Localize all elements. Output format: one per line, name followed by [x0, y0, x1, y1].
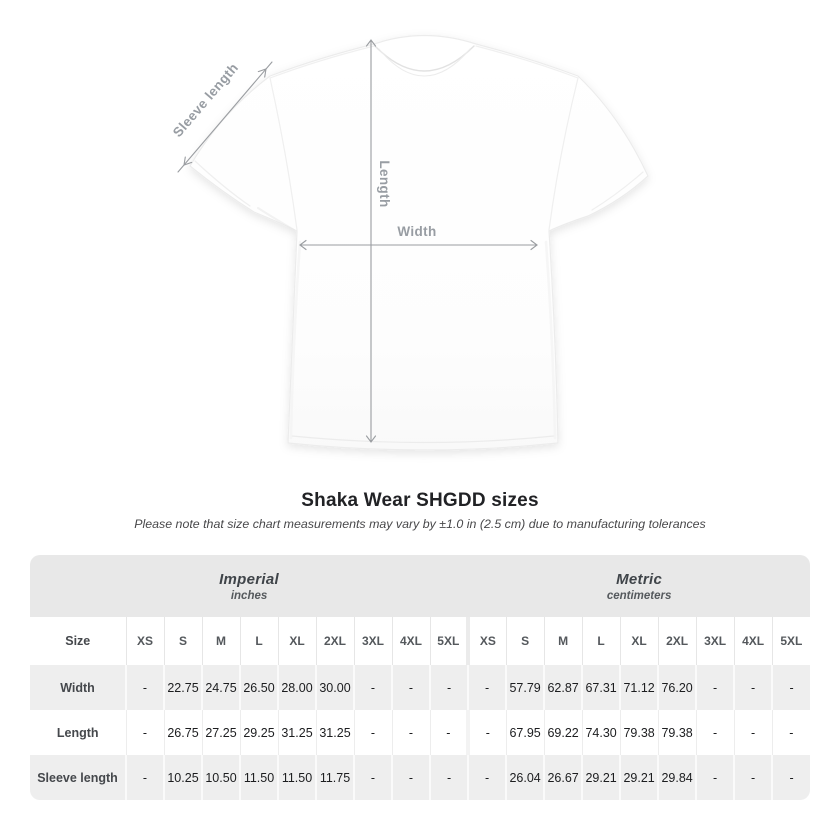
cell-imperial-4xl: -: [392, 710, 430, 755]
cell-metric-5xl: -: [772, 710, 810, 755]
size-header-imperial-2xl: 2XL: [316, 617, 354, 665]
unit-group-row: [30, 555, 810, 617]
cell-metric-m: 26.67: [544, 755, 582, 800]
cell-imperial-2xl: 30.00: [316, 665, 354, 710]
cell-metric-5xl: -: [772, 665, 810, 710]
cell-metric-2xl: 29.84: [658, 755, 696, 800]
size-header-metric-xl: XL: [620, 617, 658, 665]
cell-imperial-4xl: -: [392, 755, 430, 800]
row-label: Width: [30, 665, 126, 710]
cell-metric-3xl: -: [696, 755, 734, 800]
cell-metric-xs: -: [468, 755, 506, 800]
cell-imperial-xl: 11.50: [278, 755, 316, 800]
cell-imperial-5xl: -: [430, 665, 468, 710]
metric-group-header: [468, 555, 810, 617]
cell-metric-xs: -: [468, 710, 506, 755]
size-chart-table: [30, 555, 810, 800]
size-chart-body: [30, 665, 810, 800]
cell-metric-l: 67.31: [582, 665, 620, 710]
size-header-metric-xs: XS: [468, 617, 506, 665]
cell-metric-xs: -: [468, 665, 506, 710]
cell-metric-l: 29.21: [582, 755, 620, 800]
cell-metric-4xl: -: [734, 710, 772, 755]
cell-metric-m: 69.22: [544, 710, 582, 755]
cell-imperial-s: 26.75: [164, 710, 202, 755]
cell-metric-s: 26.04: [506, 755, 544, 800]
cell-metric-3xl: -: [696, 710, 734, 755]
cell-imperial-s: 22.75: [164, 665, 202, 710]
cell-metric-xl: 71.12: [620, 665, 658, 710]
imperial-group-header: [30, 555, 468, 617]
size-header-metric-4xl: 4XL: [734, 617, 772, 665]
size-header-imperial-5xl: 5XL: [430, 617, 468, 665]
metric-sublabel: centimeters: [606, 589, 672, 602]
sleeve-length-label: Sleeve length: [169, 60, 242, 141]
page-title: Shaka Wear SHGDD sizes: [301, 490, 539, 511]
cell-metric-xl: 79.38: [620, 710, 658, 755]
cell-imperial-3xl: -: [354, 755, 392, 800]
cell-metric-2xl: 79.38: [658, 710, 696, 755]
cell-metric-4xl: -: [734, 665, 772, 710]
measurement-row: [30, 710, 810, 755]
cell-imperial-l: 29.25: [240, 710, 278, 755]
size-header-imperial-3xl: 3XL: [354, 617, 392, 665]
row-label: Sleeve length: [30, 755, 126, 800]
cell-metric-l: 74.30: [582, 710, 620, 755]
size-corner-header: Size: [30, 617, 126, 665]
metric-label: Metric: [616, 570, 663, 588]
cell-imperial-m: 24.75: [202, 665, 240, 710]
cell-imperial-m: 10.50: [202, 755, 240, 800]
cell-imperial-4xl: -: [392, 665, 430, 710]
cell-metric-4xl: -: [734, 755, 772, 800]
cell-imperial-l: 26.50: [240, 665, 278, 710]
size-header-metric-l: L: [582, 617, 620, 665]
cell-metric-xl: 29.21: [620, 755, 658, 800]
imperial-label: Imperial: [219, 570, 280, 588]
cell-metric-s: 57.79: [506, 665, 544, 710]
cell-imperial-xl: 31.25: [278, 710, 316, 755]
width-label: Width: [397, 224, 437, 239]
cell-imperial-3xl: -: [354, 710, 392, 755]
cell-imperial-xs: -: [126, 755, 164, 800]
tshirt-illustration: [190, 36, 648, 451]
cell-metric-5xl: -: [772, 755, 810, 800]
cell-imperial-s: 10.25: [164, 755, 202, 800]
size-header-imperial-xl: XL: [278, 617, 316, 665]
size-header-imperial-m: M: [202, 617, 240, 665]
size-header-imperial-4xl: 4XL: [392, 617, 430, 665]
cell-imperial-xs: -: [126, 710, 164, 755]
size-header-row: [30, 617, 810, 665]
row-label: Length: [30, 710, 126, 755]
imperial-sublabel: inches: [230, 589, 268, 602]
size-header-imperial-l: L: [240, 617, 278, 665]
cell-metric-m: 62.87: [544, 665, 582, 710]
size-header-metric-5xl: 5XL: [772, 617, 810, 665]
length-label: Length: [377, 160, 392, 208]
cell-imperial-xs: -: [126, 665, 164, 710]
cell-imperial-5xl: -: [430, 755, 468, 800]
size-header-metric-3xl: 3XL: [696, 617, 734, 665]
cell-imperial-l: 11.50: [240, 755, 278, 800]
size-header-metric-m: M: [544, 617, 582, 665]
cell-metric-2xl: 76.20: [658, 665, 696, 710]
measurement-row: [30, 755, 810, 800]
size-chart: [30, 555, 810, 800]
cell-imperial-m: 27.25: [202, 710, 240, 755]
size-header-imperial-s: S: [164, 617, 202, 665]
cell-metric-s: 67.95: [506, 710, 544, 755]
tolerance-note: Please note that size chart measurements may vary by ±1.0 in (2.5 cm) due to manufacturing tolerances: [134, 517, 706, 531]
cell-imperial-3xl: -: [354, 665, 392, 710]
measurement-row: [30, 665, 810, 710]
size-header-metric-s: S: [506, 617, 544, 665]
cell-imperial-2xl: 31.25: [316, 710, 354, 755]
cell-imperial-2xl: 11.75: [316, 755, 354, 800]
size-header-metric-2xl: 2XL: [658, 617, 696, 665]
cell-imperial-xl: 28.00: [278, 665, 316, 710]
cell-metric-3xl: -: [696, 665, 734, 710]
size-header-imperial-xs: XS: [126, 617, 164, 665]
cell-imperial-5xl: -: [430, 710, 468, 755]
